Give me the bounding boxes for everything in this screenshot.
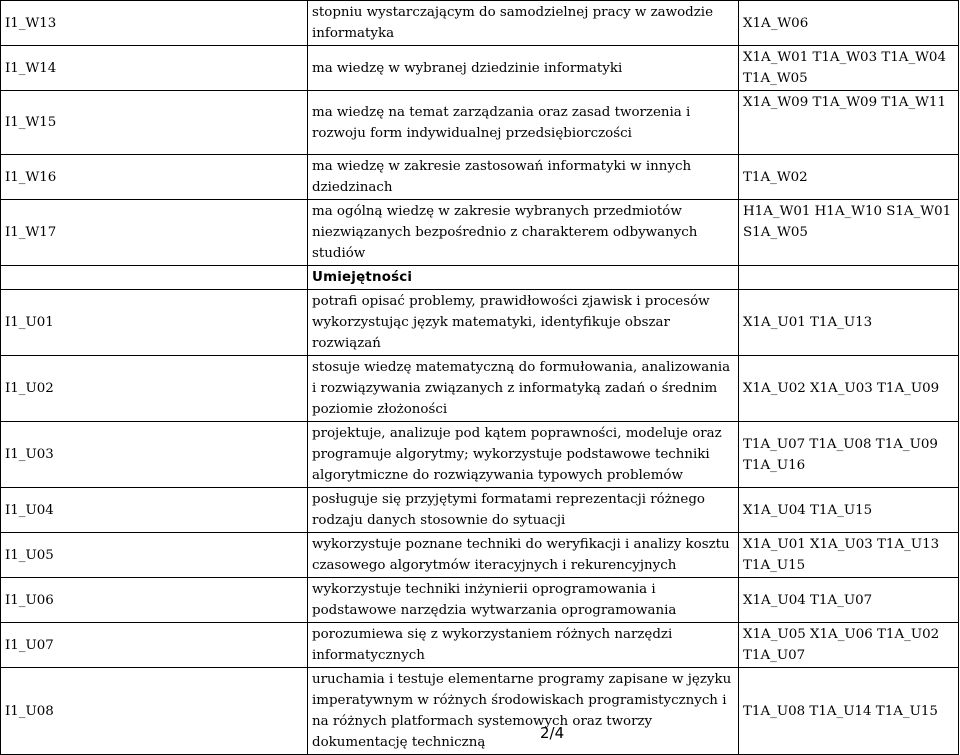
section-row bbox=[1, 266, 959, 290]
outcome-code: I1_U02 bbox=[1, 356, 308, 422]
outcome-reference: T1A_U07 T1A_U08 T1A_U09 T1A_U16 bbox=[739, 422, 959, 488]
outcome-reference: X1A_W01 T1A_W03 T1A_W04 T1A_W05 bbox=[739, 46, 959, 91]
outcome-code: I1_W13 bbox=[1, 1, 308, 46]
outcome-description: stopniu wystarczającym do samodzielnej pracy w zawodzie informatyka bbox=[308, 1, 739, 46]
outcome-reference: H1A_W01 H1A_W10 S1A_W01 S1A_W05 bbox=[739, 200, 959, 266]
table-row bbox=[1, 1, 959, 46]
outcome-code: I1_U01 bbox=[1, 290, 308, 356]
outcome-reference: X1A_W06 bbox=[739, 1, 959, 46]
table-row bbox=[1, 668, 959, 755]
outcome-description: ma wiedzę w zakresie zastosowań informatyki w innych dziedzinach bbox=[308, 155, 739, 200]
outcome-description: ma wiedzę na temat zarządzania oraz zasad tworzenia i rozwoju form indywidualnej przedsiębiorczości bbox=[308, 91, 739, 155]
outcome-description: projektuje, analizuje pod kątem poprawności, modeluje oraz programuje algorytmy; wykorzystuje podstawowe techniki algorytmiczne do rozwiązywania typowych problemów bbox=[308, 422, 739, 488]
outcome-code: I1_U03 bbox=[1, 422, 308, 488]
table-row bbox=[1, 200, 959, 266]
outcome-description: ma wiedzę w wybranej dziedzinie informatyki bbox=[308, 46, 739, 91]
outcome-reference: X1A_W09 T1A_W09 T1A_W11 bbox=[739, 91, 959, 155]
outcome-description: porozumiewa się z wykorzystaniem różnych narzędzi informatycznych bbox=[308, 623, 739, 668]
outcome-description: potrafi opisać problemy, prawidłowości zjawisk i procesów wykorzystując język matematyki, identyfikuje obszar rozwiązań bbox=[308, 290, 739, 356]
outcome-description: wykorzystuje techniki inżynierii oprogramowania i podstawowe narzędzia wytwarzania oprogramowania bbox=[308, 578, 739, 623]
table-row bbox=[1, 290, 959, 356]
table-row bbox=[1, 155, 959, 200]
outcome-reference: X1A_U04 T1A_U15 bbox=[739, 488, 959, 533]
table-row bbox=[1, 488, 959, 533]
outcome-code: I1_W14 bbox=[1, 46, 308, 91]
outcome-reference: X1A_U01 X1A_U03 T1A_U13 T1A_U15 bbox=[739, 533, 959, 578]
section-heading: Umiejętności bbox=[308, 266, 739, 290]
outcome-code: I1_U06 bbox=[1, 578, 308, 623]
outcome-description: uruchamia i testuje elementarne programy zapisane w języku imperatywnym w różnych środowiskach programistycznych i na różnych platformach systemowych oraz tworzy dokumentację techniczną bbox=[308, 668, 739, 755]
page-number: 2/4 bbox=[540, 724, 565, 742]
outcome-description: posługuje się przyjętymi formatami reprezentacji różnego rodzaju danych stosownie do sytuacji bbox=[308, 488, 739, 533]
table-row bbox=[1, 422, 959, 488]
outcome-reference: T1A_W02 bbox=[739, 155, 959, 200]
outcome-reference: X1A_U01 T1A_U13 bbox=[739, 290, 959, 356]
outcome-description: wykorzystuje poznane techniki do weryfikacji i analizy kosztu czasowego algorytmów iteracyjnych i rekurencyjnych bbox=[308, 533, 739, 578]
outcome-code: I1_U04 bbox=[1, 488, 308, 533]
outcome-reference: T1A_U08 T1A_U14 T1A_U15 bbox=[739, 668, 959, 755]
table-row bbox=[1, 356, 959, 422]
outcome-reference: X1A_U04 T1A_U07 bbox=[739, 578, 959, 623]
table-row bbox=[1, 533, 959, 578]
outcome-code: I1_W17 bbox=[1, 200, 308, 266]
table-row bbox=[1, 91, 959, 155]
outcome-description: ma ogólną wiedzę w zakresie wybranych przedmiotów niezwiązanych bezpośrednio z charakterem odbywanych studiów bbox=[308, 200, 739, 266]
outcome-reference: X1A_U02 X1A_U03 T1A_U09 bbox=[739, 356, 959, 422]
outcome-code: I1_U07 bbox=[1, 623, 308, 668]
table-row bbox=[1, 46, 959, 91]
outcome-reference: X1A_U05 X1A_U06 T1A_U02 T1A_U07 bbox=[739, 623, 959, 668]
table-row bbox=[1, 578, 959, 623]
outcome-code: I1_W15 bbox=[1, 91, 308, 155]
outcome-description: stosuje wiedzę matematyczną do formułowania, analizowania i rozwiązywania związanych z informatyką zadań o średnim poziomie złożoności bbox=[308, 356, 739, 422]
outcome-code: I1_W16 bbox=[1, 155, 308, 200]
table-row bbox=[1, 623, 959, 668]
outcome-code: I1_U08 bbox=[1, 668, 308, 755]
outcome-code: I1_U05 bbox=[1, 533, 308, 578]
